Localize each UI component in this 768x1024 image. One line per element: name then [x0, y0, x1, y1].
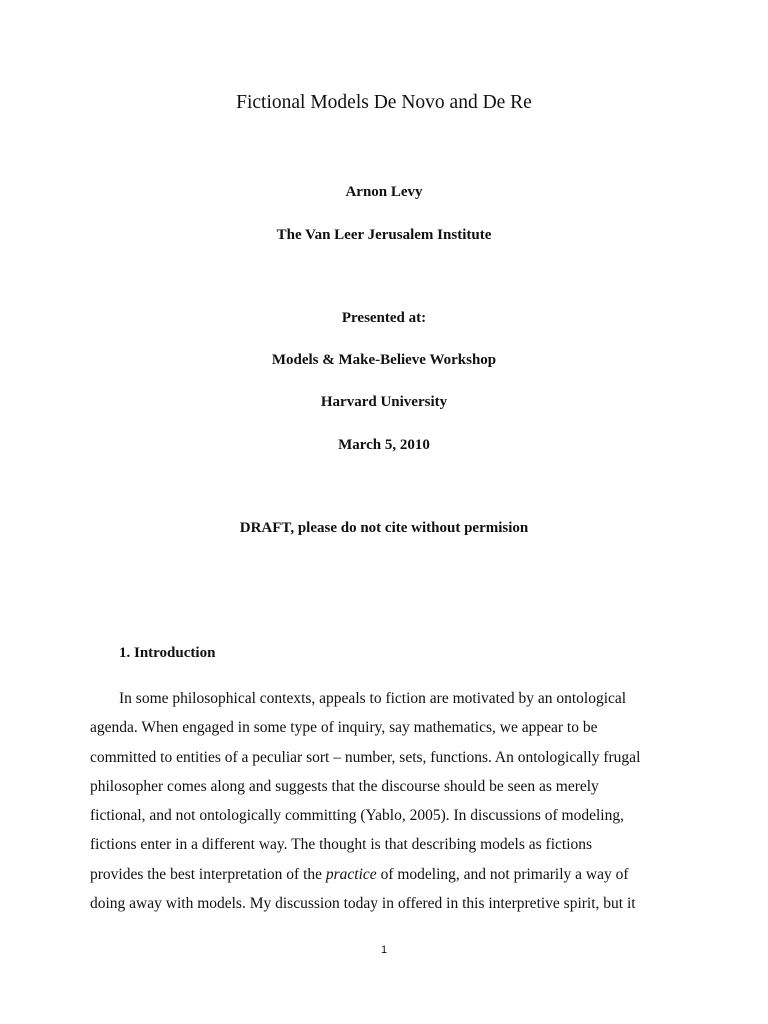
body-line-with-emphasis	[90, 860, 690, 889]
section-heading: 1. Introduction	[119, 645, 216, 661]
document-title: Fictional Models De Novo and De Re	[236, 92, 532, 113]
presented-label: Presented at:	[341, 310, 427, 326]
page-number: 1	[380, 944, 388, 956]
author-name: Arnon Levy	[345, 184, 423, 200]
body-paragraph	[90, 684, 690, 918]
body-line: In some philosophical contexts, appeals to fiction are motivated by an ontological	[119, 690, 627, 707]
body-line: fictional, and not ontologically committing (Yablo, 2005). In discussions of modeling,	[90, 807, 624, 825]
body-line: philosopher comes along and suggests that the discourse should be seen as merely	[90, 777, 599, 795]
author-affiliation: The Van Leer Jerusalem Institute	[276, 227, 492, 243]
body-text-segment: of modeling, and not primarily a way of	[376, 865, 629, 883]
presentation-date: March 5, 2010	[338, 437, 430, 453]
draft-notice: DRAFT, please do not cite without permision	[239, 520, 529, 536]
institution-name: Harvard University	[320, 394, 448, 410]
body-line: committed to entities of a peculiar sort – number, sets, functions. An ontologically frugal	[90, 748, 641, 766]
body-line: fictions enter in a different way. The thought is that describing models as fictions	[90, 836, 593, 854]
body-text-segment: provides the best interpretation of the	[90, 865, 326, 883]
emphasis-word: practice	[325, 865, 377, 883]
venue-name: Models & Make-Believe Workshop	[271, 352, 497, 368]
body-line: doing away with models. My discussion today in offered in this interpretive spirit, but it	[90, 895, 636, 913]
body-line: agenda. When engaged in some type of inquiry, say mathematics, we appear to be	[90, 719, 598, 737]
